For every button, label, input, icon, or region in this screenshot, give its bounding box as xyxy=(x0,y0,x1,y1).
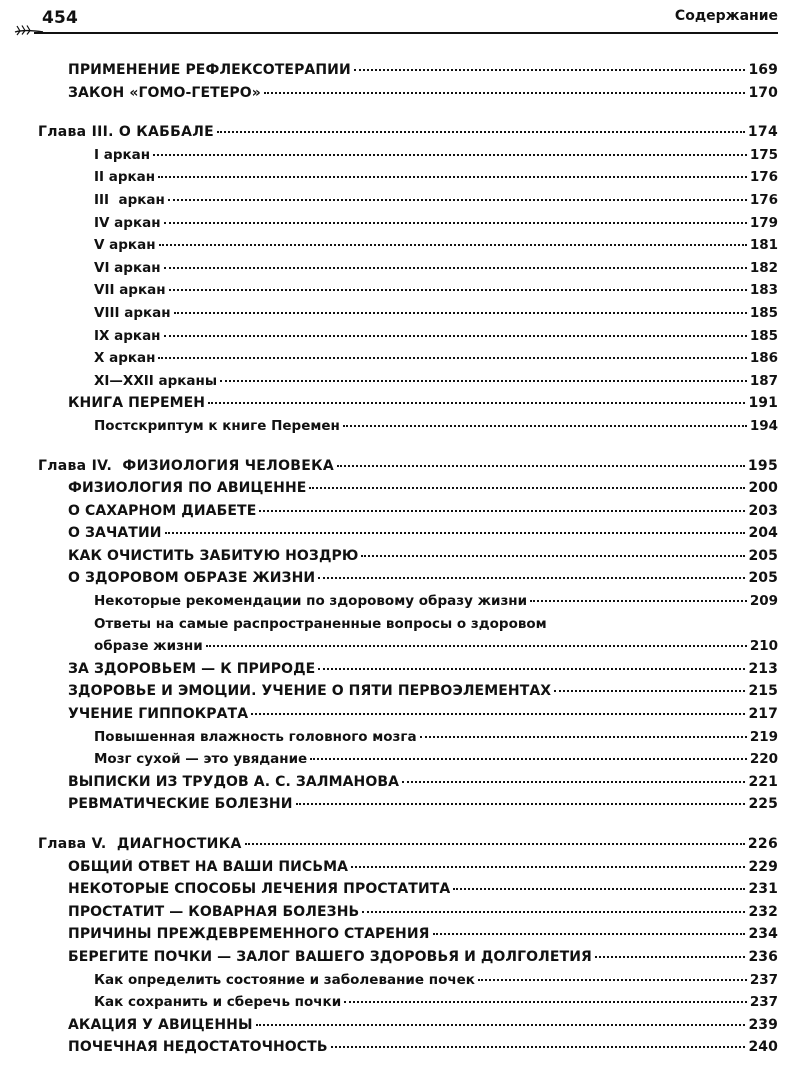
dot-leader xyxy=(354,68,746,71)
toc-subentry xyxy=(38,418,778,441)
toc-entry-title: НЕКОТОРЫЕ СПОСОБЫ ЛЕЧЕНИЯ ПРОСТАТИТА xyxy=(68,881,451,898)
toc-entry xyxy=(38,859,778,882)
toc-entry xyxy=(38,570,778,593)
toc-entry-title: III аркан xyxy=(94,191,165,208)
toc-entry-page: 183 xyxy=(749,282,778,299)
toc-entry-title: БЕРЕГИТЕ ПОЧКИ — ЗАЛОГ ВАШЕГО ЗДОРОВЬЯ И ДОЛГОЛЕТИЯ xyxy=(68,948,592,965)
dot-leader xyxy=(174,311,747,314)
toc-chapter-page: 226 xyxy=(747,836,778,852)
dot-leader xyxy=(206,644,747,647)
toc-chapter xyxy=(38,458,778,481)
spacer xyxy=(38,107,778,124)
toc-entry-title: АКАЦИЯ У АВИЦЕННЫ xyxy=(68,1016,253,1033)
toc-entry-page: 210 xyxy=(749,638,778,655)
toc-entry-page: 236 xyxy=(748,948,778,965)
toc-entry-title: О ЗДОРОВОМ ОБРАЗЕ ЖИЗНИ xyxy=(68,570,316,587)
toc-entry-page: 170 xyxy=(748,84,778,101)
toc-entry-title: ПРИМЕНЕНИЕ РЕФЛЕКСОТЕРАПИИ xyxy=(68,62,351,78)
toc-entry-title: РЕВМАТИЧЕСКИЕ БОЛЕЗНИ xyxy=(68,796,293,813)
toc-entry-title: IX аркан xyxy=(94,327,161,344)
toc-entry xyxy=(38,395,778,418)
toc-entry-title: Как определить состояние и заболевание почек xyxy=(94,971,475,988)
toc-entry xyxy=(38,881,778,904)
toc-entry-page: 176 xyxy=(749,169,778,186)
toc-subentry xyxy=(38,751,778,774)
toc-entry-title: ЗАКОН «ГОМО-ГЕТЕРО» xyxy=(68,84,261,101)
toc-subentry xyxy=(38,147,778,170)
dot-leader xyxy=(264,91,746,94)
toc-subentry xyxy=(38,373,778,396)
dot-leader xyxy=(337,464,745,467)
toc-entry xyxy=(38,904,778,927)
dot-leader xyxy=(310,757,747,760)
dot-leader xyxy=(478,978,747,981)
toc-entry-title: Некоторые рекомендации по здоровому образу жизни xyxy=(94,593,528,610)
toc-entry-page: 213 xyxy=(748,660,778,677)
dot-leader xyxy=(256,1023,746,1026)
toc-entry-page: 181 xyxy=(749,237,778,254)
dot-leader xyxy=(164,334,747,337)
toc-entry xyxy=(38,706,778,729)
dot-leader xyxy=(153,153,747,156)
toc-subentry xyxy=(38,350,778,373)
toc-entry-page: 182 xyxy=(749,259,778,276)
dot-leader xyxy=(168,198,747,201)
header-rule xyxy=(34,32,778,34)
toc-entry xyxy=(38,1017,778,1040)
dot-leader xyxy=(164,266,747,269)
toc-entry xyxy=(38,1039,778,1062)
dot-leader xyxy=(318,667,745,670)
toc-chapter xyxy=(38,836,778,859)
toc-entry-title: VIII аркан xyxy=(94,304,171,321)
dot-leader xyxy=(164,221,747,224)
toc-chapter-page: 195 xyxy=(747,457,778,474)
toc-subentry xyxy=(38,638,778,661)
dot-leader xyxy=(554,689,745,692)
toc-entry-title: I аркан xyxy=(94,146,151,163)
toc-entry-page: 225 xyxy=(748,796,778,813)
toc-entry-page: 176 xyxy=(749,191,778,208)
toc-entry-title: ПРИЧИНЫ ПРЕЖДЕВРЕМЕННОГО СТАРЕНИЯ xyxy=(68,926,430,943)
page-header xyxy=(14,8,778,36)
toc-entry-title: IV аркан xyxy=(94,214,161,231)
toc-chapter xyxy=(38,124,778,147)
toc-entry-page: 179 xyxy=(749,214,778,231)
toc-entry-title: О ЗАЧАТИИ xyxy=(68,525,162,542)
spacer xyxy=(38,441,778,458)
toc-entry-title: ФИЗИОЛОГИЯ ПО АВИЦЕННЕ xyxy=(68,480,307,497)
toc-entry-page: 185 xyxy=(749,304,778,321)
dot-leader xyxy=(296,802,746,805)
toc-entry-title: VII аркан xyxy=(94,282,166,299)
dot-leader xyxy=(158,175,747,178)
toc-chapter-title: Глава IV. ФИЗИОЛОГИЯ ЧЕЛОВЕКА xyxy=(38,457,335,474)
toc-subentry xyxy=(38,593,778,616)
page-number: 454 xyxy=(42,8,79,28)
toc-entry xyxy=(38,548,778,571)
toc-entry-page: 175 xyxy=(749,146,778,163)
toc-entry xyxy=(38,926,778,949)
dot-leader xyxy=(217,130,745,133)
toc-entry-title: Повышенная влажность головного мозга xyxy=(94,728,417,745)
toc-entry-title: Как сохранить и сберечь почки xyxy=(94,994,342,1011)
toc-entry xyxy=(38,62,778,85)
dot-leader xyxy=(309,486,745,489)
toc-entry-title-line1: Ответы на самые распространенные вопросы о здоровом xyxy=(94,615,547,632)
toc-subentry xyxy=(38,237,778,260)
dot-leader xyxy=(402,780,745,783)
toc-entry-title: ПОЧЕЧНАЯ НЕДОСТАТОЧНОСТЬ xyxy=(68,1039,328,1056)
toc-entry-page: 205 xyxy=(748,547,778,564)
toc-entry-page: 200 xyxy=(748,480,778,497)
toc-entry-title: УЧЕНИЕ ГИППОКРАТА xyxy=(68,706,249,723)
toc-entry-title-line2: образе жизни xyxy=(94,638,203,655)
toc-entry xyxy=(38,503,778,526)
dot-leader xyxy=(361,554,745,557)
toc-entry-title: ЗА ЗДОРОВЬЕМ — К ПРИРОДЕ xyxy=(68,660,316,677)
toc-entry-page: 232 xyxy=(748,903,778,920)
toc-entry-page: 237 xyxy=(749,994,778,1011)
toc-entry-title: V аркан xyxy=(94,237,156,254)
toc-entry-title: КАК ОЧИСТИТЬ ЗАБИТУЮ НОЗДРЮ xyxy=(68,547,359,564)
toc-entry-page: 209 xyxy=(749,593,778,610)
toc-subentry xyxy=(38,282,778,305)
toc-entry-page: 240 xyxy=(748,1039,778,1056)
toc-entry-title: XI—XXII арканы xyxy=(94,372,218,389)
toc-entry xyxy=(38,480,778,503)
dot-leader xyxy=(220,379,747,382)
dot-leader xyxy=(169,288,747,291)
toc-entry-title: Постскриптум к книге Перемен xyxy=(94,417,340,434)
toc-entry-page: 215 xyxy=(748,683,778,700)
toc-entry-page: 194 xyxy=(749,417,778,434)
toc-entry-title: X аркан xyxy=(94,350,156,367)
toc-entry-page: 191 xyxy=(748,395,778,412)
toc-entry xyxy=(38,774,778,797)
dot-leader xyxy=(595,955,746,958)
toc-entry xyxy=(38,683,778,706)
dot-leader xyxy=(530,599,747,602)
toc-entry xyxy=(38,661,778,684)
toc-subentry xyxy=(38,994,778,1017)
dot-leader xyxy=(318,576,745,579)
toc-subentry xyxy=(38,972,778,995)
toc-subentry xyxy=(38,169,778,192)
dot-leader xyxy=(331,1045,746,1048)
toc-entry-title: VI аркан xyxy=(94,259,161,276)
toc-entry xyxy=(38,525,778,548)
table-of-contents xyxy=(38,62,778,1062)
running-title: Содержание xyxy=(674,8,778,24)
dot-leader xyxy=(420,735,747,738)
toc-entry-page: 186 xyxy=(749,350,778,367)
toc-subentry xyxy=(38,328,778,351)
toc-entry-title: II аркан xyxy=(94,169,156,186)
toc-entry-page: 204 xyxy=(748,525,778,542)
toc-entry-page: 203 xyxy=(748,502,778,519)
toc-entry-title: ОБЩИЙ ОТВЕТ НА ВАШИ ПИСЬМА xyxy=(68,858,349,875)
toc-entry-title: ВЫПИСКИ ИЗ ТРУДОВ А. С. ЗАЛМАНОВА xyxy=(68,773,400,790)
toc-entry-page: 234 xyxy=(748,926,778,943)
toc-entry-page: 169 xyxy=(748,62,778,78)
dot-leader xyxy=(208,401,745,404)
toc-entry xyxy=(38,85,778,108)
spacer xyxy=(38,819,778,836)
toc-entry-title: ПРОСТАТИТ — КОВАРНАЯ БОЛЕЗНЬ xyxy=(68,903,360,920)
toc-entry-page: 237 xyxy=(749,971,778,988)
dot-leader xyxy=(343,424,747,427)
toc-entry-title: Мозг сухой — это увядание xyxy=(94,751,308,768)
dot-leader xyxy=(245,842,745,845)
toc-subentry xyxy=(38,305,778,328)
toc-entry-page: 219 xyxy=(749,728,778,745)
toc-entry-title: ЗДОРОВЬЕ И ЭМОЦИИ. УЧЕНИЕ О ПЯТИ ПЕРВОЭЛЕМЕНТАХ xyxy=(68,683,552,700)
toc-subentry xyxy=(38,729,778,752)
toc-entry-title: О САХАРНОМ ДИАБЕТЕ xyxy=(68,502,257,519)
dot-leader xyxy=(251,712,745,715)
toc-subentry xyxy=(38,215,778,238)
dot-leader xyxy=(344,1000,747,1003)
toc-chapter-title: Глава III. О КАББАЛЕ xyxy=(38,124,215,141)
dot-leader xyxy=(158,356,746,359)
toc-entry xyxy=(38,796,778,819)
toc-entry xyxy=(38,949,778,972)
toc-entry-title: КНИГА ПЕРЕМЕН xyxy=(68,395,206,412)
toc-entry-page: 229 xyxy=(748,858,778,875)
toc-entry-page: 220 xyxy=(749,751,778,768)
toc-subentry xyxy=(38,260,778,283)
dot-leader xyxy=(362,910,745,913)
toc-subentry xyxy=(38,192,778,215)
dot-leader xyxy=(165,531,746,534)
toc-entry-page: 239 xyxy=(748,1016,778,1033)
toc-entry-page: 217 xyxy=(748,706,778,723)
dot-leader xyxy=(159,243,747,246)
toc-chapter-page: 174 xyxy=(747,124,778,141)
dot-leader xyxy=(453,887,745,890)
toc-entry-page: 221 xyxy=(748,773,778,790)
dot-leader xyxy=(433,932,746,935)
dot-leader xyxy=(259,509,745,512)
toc-entry-page: 187 xyxy=(749,372,778,389)
toc-entry-page: 231 xyxy=(748,881,778,898)
toc-entry-page: 205 xyxy=(748,570,778,587)
toc-entry-page: 185 xyxy=(749,327,778,344)
toc-chapter-title: Глава V. ДИАГНОСТИКА xyxy=(38,836,242,852)
dot-leader xyxy=(351,865,745,868)
